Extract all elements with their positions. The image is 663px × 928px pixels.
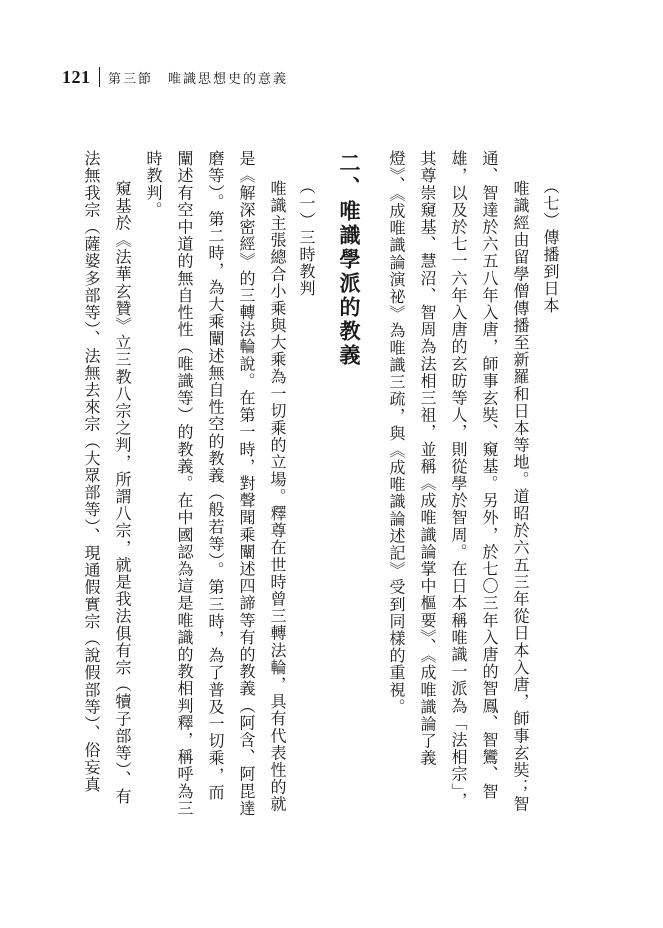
running-header xyxy=(62,66,288,88)
text-column: 唯識經由留學僧傳播至新羅和日本等地。道昭於六五三年從日本入唐，師事玄奘；智 xyxy=(511,180,530,813)
subsection-heading-1: （一）三時教判 xyxy=(297,178,316,297)
text-column: 法無我宗（薩婆多部等）、法無去來宗（大眾部等）、現通假實宗（說假部等）、俗妄真 xyxy=(82,150,101,793)
text-column: 通、智達於六五八年入唐，師事玄奘、窺基。另外，於七〇三年入唐的智鳳、智鸞、智 xyxy=(480,150,499,800)
text-column: 磨等）。第二時，為大乘闡述無自性空的教義（般若等）。第三時，為了普及一切乘，而 xyxy=(206,150,225,801)
text-column: 燈》、《成唯識論演祕》為唯識三疏，與《成唯識論述記》受到同樣的重視。 xyxy=(387,150,406,716)
text-column: 唯識主張總合小乘與大乘為一切乘的立場。釋尊在世時曾三轉法輪，具有代表性的就 xyxy=(268,180,287,813)
page-number: 121 xyxy=(62,66,91,87)
header-divider xyxy=(99,67,101,87)
text-column: 時教判。 xyxy=(144,150,163,219)
text-column: 窺基於《法華玄贊》立三教八宗之判，所謂八宗，就是我法俱有宗（犢子部等）、有 xyxy=(113,163,132,805)
text-column: 其尊崇窺基、慧沼、智周為法相三祖，並稱《成唯識論掌中樞要》、《成唯識論了義 xyxy=(418,150,437,767)
text-column: 雄，以及於七一六年入唐的玄昉等人，則從學於智周。在日本稱唯識一派為「法相宗」， xyxy=(449,150,468,809)
running-title: 第三節 唯識思想史的意義 xyxy=(108,71,289,87)
text-column: 是《解深密經》的三轉法輪說。在第一時，對聲聞乘闡述四諦等有的教義（阿含、阿毘達 xyxy=(237,150,256,817)
text-column: 闡述有空中道的無自性性（唯識等）的教義。在中國認為這是唯識的教相判釋，稱呼為三 xyxy=(175,150,194,817)
subsection-heading-7: （七）傳播到日本 xyxy=(541,178,560,314)
section-heading: 二、唯識學派的教義 xyxy=(337,152,361,368)
